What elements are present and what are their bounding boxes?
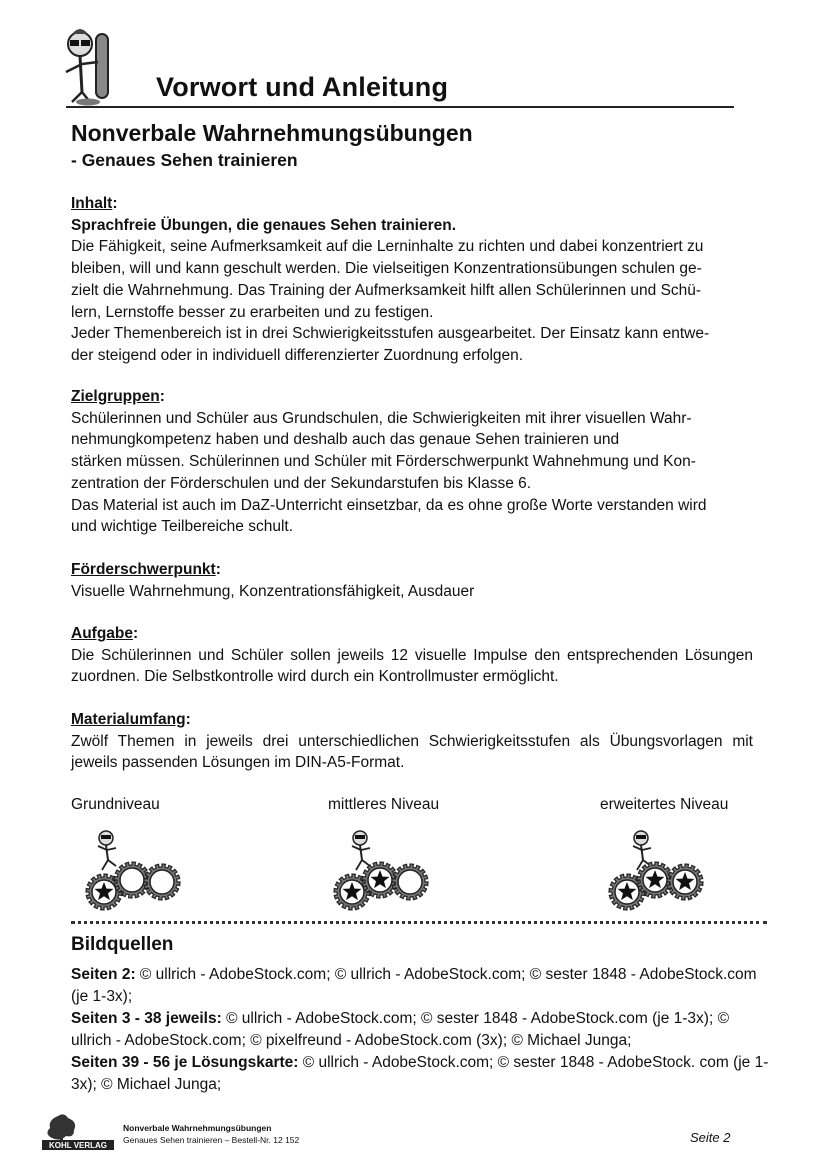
- footer-info: [123, 1122, 299, 1146]
- section-line: und wichtige Teilbereiche schult.: [71, 518, 294, 536]
- section-line: zielt die Wahrnehmung. Das Training der Aufmerksamkeit hilft allen Schülerinnen und Schü-: [71, 281, 702, 299]
- level-label-erweitertes: erweitertes Niveau: [600, 796, 729, 813]
- bildquellen-title: Bildquellen: [71, 934, 174, 955]
- section-text: Zwölf Themen in jeweils drei unterschiedlichen Schwierigkeitsstufen als Übungsvorlagen mit jeweils passenden Lösungen im DIN-A5-Format.: [71, 732, 753, 772]
- section-line: lern, Lernstoffe besser zu erarbeiten und zu festigen.: [71, 303, 434, 321]
- section-heading: Inhalt:: [71, 195, 118, 212]
- climbing-figure: [98, 831, 116, 870]
- section-line: Visuelle Wahrnehmung, Konzentrationsfähigkeit, Ausdauer: [71, 582, 475, 600]
- footer-line: Genaues Sehen trainieren – Bestell-Nr. 12 152: [123, 1135, 300, 1145]
- section-materialumfang: [71, 709, 753, 774]
- level-label-mittleres: mittleres Niveau: [328, 796, 440, 813]
- document-title: Nonverbale Wahrnehmungsübungen: [71, 120, 473, 146]
- section-heading: Zielgruppen:: [71, 388, 165, 405]
- bildquellen-entry: Seiten 3 - 38 jeweils: © ullrich - AdobeStock.com; © sester 1848 - AdobeStock.com (je 1-3x); © ullrich - AdobeStock.com; © pixelfreund - AdobeStock.com (3x); © Michael Junga;: [71, 1010, 729, 1049]
- section-line: Schülerinnen und Schüler aus Grundschulen, die Schwierigkeiten mit ihrer visuellen Wahr-: [71, 409, 692, 427]
- section-line: bleiben, will und kann geschult werden. Die vielseitigen Konzentrationsübungen schulen ge-: [71, 260, 702, 278]
- footer-line: Nonverbale Wahrnehmungsübungen: [123, 1123, 272, 1133]
- gear-center: [398, 870, 422, 894]
- gear-center: [150, 870, 174, 894]
- level-gears-icon: [605, 826, 725, 916]
- section-line: Das Material ist auch im DaZ-Unterricht einsetzbar, da es ohne große Worte verstanden wird: [71, 496, 707, 514]
- svg-text:KOHL VERLAG: KOHL VERLAG: [48, 1141, 108, 1150]
- section-divider: [71, 921, 767, 924]
- section-line: stärken müssen. Schülerinnen und Schüler mit Förderschwerpunkt Wahnehmung und Kon-: [71, 453, 696, 471]
- bildquellen-list: [71, 964, 771, 1096]
- section-text: Die Schülerinnen und Schüler sollen jeweils 12 visuelle Impulse den entsprechenden Lösungen zuordnen. Die Selbstkontrolle wird durch ein Kontrollmuster ermöglicht.: [71, 646, 753, 686]
- publisher-logo-icon: [40, 1112, 116, 1152]
- section-line: der steigend oder in individuell differenzierter Zuordnung erfolgen.: [71, 346, 524, 364]
- document-subtitle: - Genaues Sehen trainieren: [71, 150, 298, 170]
- mascot-logo-icon: [58, 26, 120, 106]
- section-foerderschwerpunkt: [71, 559, 753, 602]
- section-zielgruppen: [71, 386, 753, 538]
- section-line: zentration der Förderschulen und der Sekundarstufen bis Klasse 6.: [71, 474, 532, 492]
- section-heading: Aufgabe:: [71, 625, 139, 642]
- section-line: Die Fähigkeit, seine Aufmerksamkeit auf die Lerninhalte zu richten und dabei konzentriert zu: [71, 238, 704, 256]
- gear-center: [120, 868, 144, 892]
- section-inhalt: [71, 193, 753, 367]
- level-gears-icon: [82, 826, 202, 916]
- bildquellen-entry: Seiten 2: © ullrich - AdobeStock.com; © ullrich - AdobeStock.com; © sester 1848 - AdobeStock.com (je 1-3x);: [71, 966, 757, 1005]
- page-number: Seite 2: [690, 1130, 731, 1145]
- bildquellen-entry: Seiten 39 - 56 je Lösungskarte: © ullrich - AdobeStock.com; © sester 1848 - AdobeStock. com (je 1-3x); © Michael Junga;: [71, 1054, 769, 1093]
- section-aufgabe: [71, 623, 753, 688]
- section-heading: Materialumfang:: [71, 711, 191, 728]
- section-line: Jeder Themenbereich ist in drei Schwierigkeitsstufen ausgearbeitet. Der Einsatz kann entwe-: [71, 325, 710, 343]
- header-divider: [66, 106, 734, 108]
- section-lead: Sprachfreie Übungen, die genaues Sehen trainieren.: [71, 216, 457, 234]
- level-gears-icon: [330, 826, 450, 916]
- climbing-figure: [352, 831, 370, 870]
- header-title: Vorwort und Anleitung: [156, 72, 449, 102]
- section-heading: Förderschwerpunkt:: [71, 561, 221, 578]
- section-line: nehmungkompetenz haben und deshalb auch das genaue Sehen trainieren und: [71, 431, 620, 449]
- level-label-grundniveau: Grundniveau: [71, 796, 160, 813]
